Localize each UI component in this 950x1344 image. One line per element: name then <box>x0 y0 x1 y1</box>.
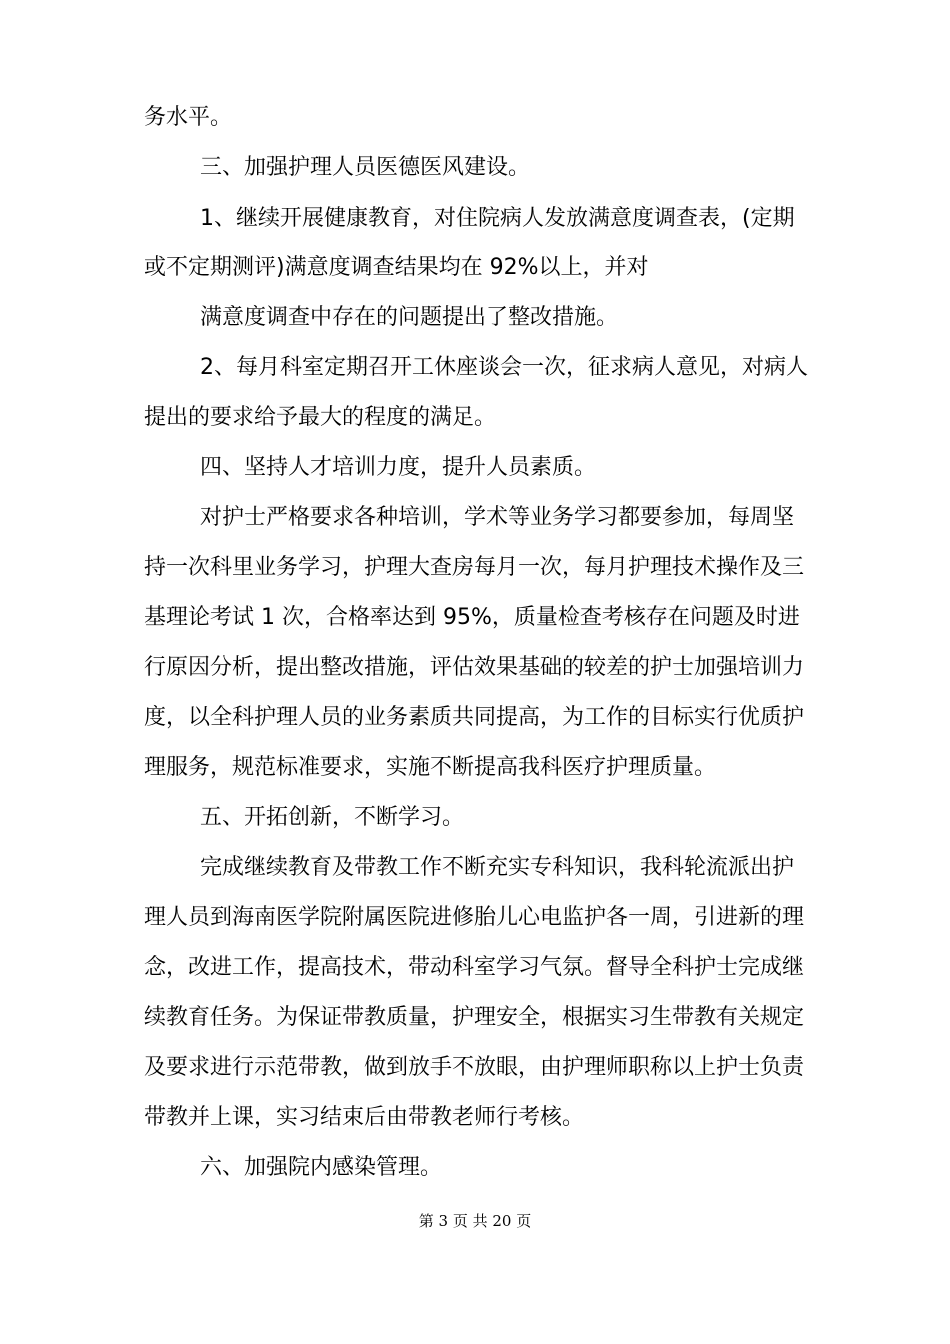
text-line: 持一次科里业务学习，护理大查房每月一次，每月护理技术操作及三 <box>144 555 805 580</box>
text-line: 完成继续教育及带教工作不断充实专科知识，我科轮流派出护 <box>200 855 795 880</box>
text-line: 理人员到海南医学院附属医院进修胎儿心电监护各一周，引进新的理 <box>144 905 805 930</box>
section-heading: 四、坚持人才培训力度，提升人员素质。 <box>200 455 597 480</box>
text-line: 满意度调查中存在的问题提出了整改措施。 <box>200 305 619 330</box>
text-line: 1、继续开展健康教育，对住院病人发放满意度调查表，(定期 <box>200 206 795 231</box>
page-number-footer: 第 3 页 共 20 页 <box>418 1212 532 1230</box>
text-line: 对护士严格要求各种培训，学术等业务学习都要参加，每周坚 <box>200 505 795 530</box>
text-line: 续教育任务。为保证带教质量，护理安全，根据实习生带教有关规定 <box>144 1005 805 1030</box>
text-line: 及要求进行示范带教，做到放手不放眼，由护理师职称以上护士负责 <box>144 1055 805 1080</box>
text-line: 或不定期测评)满意度调查结果均在 92%以上，并对 <box>144 255 649 280</box>
text-line: 提出的要求给予最大的程度的满足。 <box>144 405 497 430</box>
text-line: 基理论考试 1 次，合格率达到 95%，质量检查考核存在问题及时进 <box>144 605 800 630</box>
text-line: 行原因分析，提出整改措施，评估效果基础的较差的护士加强培训力 <box>144 655 805 680</box>
section-heading: 六、加强院内感染管理。 <box>200 1155 443 1180</box>
section-heading: 五、开拓创新，不断学习。 <box>200 805 465 830</box>
text-line: 务水平。 <box>144 105 233 130</box>
text-line: 带教并上课，实习结束后由带教老师行考核。 <box>144 1105 585 1130</box>
text-line: 理服务，规范标准要求，实施不断提高我科医疗护理质量。 <box>144 755 717 780</box>
text-line: 度，以全科护理人员的业务素质共同提高，为工作的目标实行优质护 <box>144 705 805 730</box>
text-line: 2、每月科室定期召开工休座谈会一次，征求病人意见，对病人 <box>200 355 808 380</box>
section-heading: 三、加强护理人员医德医风建设。 <box>200 155 531 180</box>
text-line: 念，改进工作，提高技术，带动科室学习气氛。督导全科护士完成继 <box>144 955 805 980</box>
